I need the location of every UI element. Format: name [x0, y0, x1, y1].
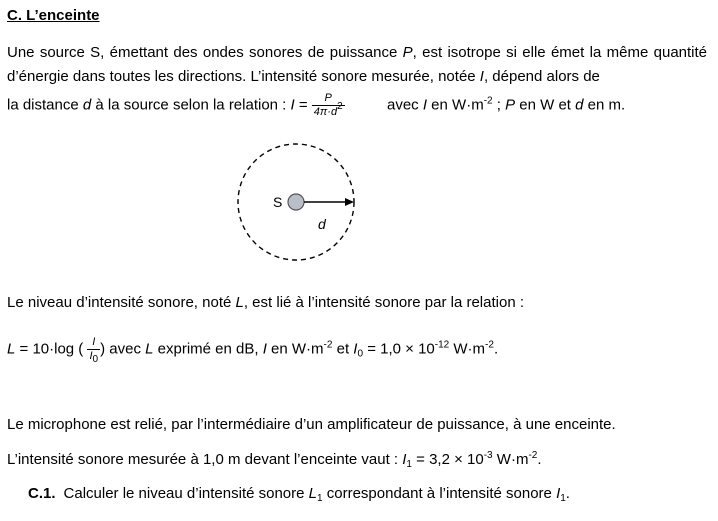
intensity-fraction: $\frac{P}{4\pi\cdot d^2}$	[313, 92, 343, 118]
source-point	[288, 194, 304, 210]
section-title: C. L’enceinte	[7, 7, 100, 24]
isotropic-source-diagram	[232, 140, 360, 266]
intensity-relation-line: la distance d à la source selon la relation : I = $\frac{P}{4\pi\cdot d^2}$ avec I en $W\cdot m^{-2}$ ; P en W et d en m.	[7, 92, 626, 118]
measured-intensity-text: L’intensité sonore mesurée à 1,0 m devant l’enceinte vaut : $I_1 = 3,2 \times 10^{-3}$ $W\cdot m^{-2}$.	[7, 450, 542, 470]
level-definition-text: Le niveau d’intensité sonore, noté L, est lié à l’intensité sonore par la relation :	[7, 294, 524, 311]
source-label: S	[273, 194, 283, 210]
microphone-text: Le microphone est relié, par l’intermédiaire d’un amplificateur de puissance, à une enceinte.	[7, 416, 616, 433]
question-number: C.1.	[28, 485, 56, 502]
level-fraction: $\frac{I}{I_0}$	[89, 336, 99, 365]
distance-label: d	[318, 216, 326, 232]
arrow-head	[345, 198, 354, 206]
question-c1: C.1. Calculer le niveau d’intensité sonore $L_1$ correspondant à l’intensité sonore $I_1$.	[28, 485, 570, 504]
intro-paragraph: Une source S, émettant des ondes sonores de puissance P, est isotrope si elle émet la même quantité d’énergie dans toutes les directions. L’intensité sonore mesurée, notée I, dépend alors de	[7, 44, 708, 85]
level-formula: L = 10·log ( $\frac{I}{I_0}$ ) avec L exprimé en dB, I en $W\cdot m^{-2}$ et $I_0 = 1,0 \times 10^{-12}$ $W\cdot m^{-2}$.	[7, 336, 499, 365]
